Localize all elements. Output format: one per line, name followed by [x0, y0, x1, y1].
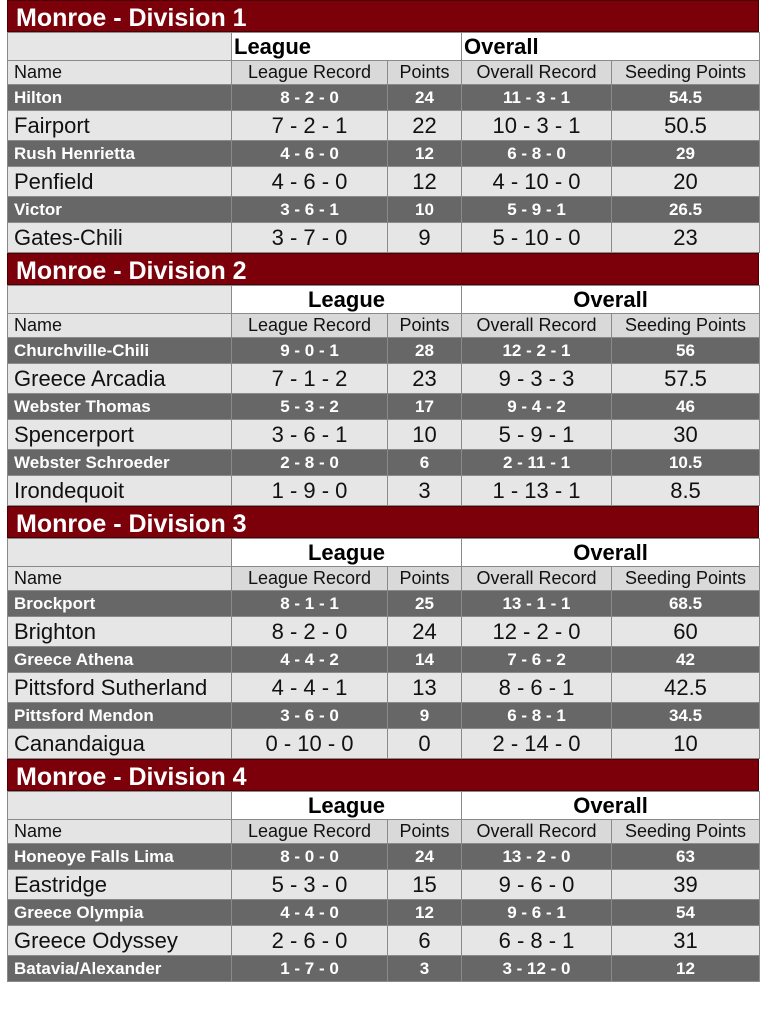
- team-row: [8, 167, 760, 197]
- league-record-cell: 1 - 9 - 0: [232, 476, 388, 506]
- standings-table: [7, 538, 760, 759]
- column-header-row: [8, 61, 760, 85]
- overall-record-cell: 13 - 1 - 1: [462, 591, 612, 617]
- league-record-cell: 8 - 0 - 0: [232, 844, 388, 870]
- seeding-points-cell: 10: [612, 729, 760, 759]
- seeding-points-cell: 39: [612, 870, 760, 900]
- team-name: Pittsford Sutherland: [8, 673, 232, 703]
- team-name: Greece Odyssey: [8, 926, 232, 956]
- overall-record-column-header: Overall Record: [462, 61, 612, 85]
- team-name: Eastridge: [8, 870, 232, 900]
- league-record-cell: 1 - 7 - 0: [232, 956, 388, 982]
- league-record-cell: 4 - 6 - 0: [232, 141, 388, 167]
- overall-record-column-header: Overall Record: [462, 567, 612, 591]
- league-group-header: League: [232, 33, 462, 61]
- group-blank-cell: [8, 33, 232, 61]
- overall-record-cell: 7 - 6 - 2: [462, 647, 612, 673]
- points-cell: 15: [388, 870, 462, 900]
- points-cell: 25: [388, 591, 462, 617]
- team-name: Gates-Chili: [8, 223, 232, 253]
- team-row: [8, 617, 760, 647]
- team-row: [8, 844, 760, 870]
- league-record-cell: 3 - 6 - 1: [232, 197, 388, 223]
- points-cell: 28: [388, 338, 462, 364]
- overall-record-cell: 2 - 14 - 0: [462, 729, 612, 759]
- seeding-points-column-header: Seeding Points: [612, 567, 760, 591]
- seeding-points-cell: 57.5: [612, 364, 760, 394]
- league-record-cell: 8 - 2 - 0: [232, 617, 388, 647]
- points-cell: 9: [388, 703, 462, 729]
- team-name: Webster Schroeder: [8, 450, 232, 476]
- league-group-header: League: [232, 286, 462, 314]
- team-row: [8, 394, 760, 420]
- team-row: [8, 729, 760, 759]
- seeding-points-column-header: Seeding Points: [612, 61, 760, 85]
- league-record-cell: 5 - 3 - 0: [232, 870, 388, 900]
- overall-group-header: Overall: [462, 539, 760, 567]
- column-header-row: [8, 567, 760, 591]
- points-cell: 24: [388, 85, 462, 111]
- overall-record-cell: 6 - 8 - 1: [462, 926, 612, 956]
- column-group-row: [8, 792, 760, 820]
- column-group-row: [8, 539, 760, 567]
- overall-record-cell: 8 - 6 - 1: [462, 673, 612, 703]
- team-row: [8, 364, 760, 394]
- overall-record-column-header: Overall Record: [462, 314, 612, 338]
- league-record-cell: 2 - 8 - 0: [232, 450, 388, 476]
- group-blank-cell: [8, 792, 232, 820]
- league-record-cell: 7 - 2 - 1: [232, 111, 388, 141]
- league-record-cell: 3 - 6 - 0: [232, 703, 388, 729]
- seeding-points-cell: 8.5: [612, 476, 760, 506]
- points-cell: 12: [388, 167, 462, 197]
- overall-record-cell: 2 - 11 - 1: [462, 450, 612, 476]
- seeding-points-cell: 30: [612, 420, 760, 450]
- team-name: Pittsford Mendon: [8, 703, 232, 729]
- team-row: [8, 703, 760, 729]
- seeding-points-cell: 29: [612, 141, 760, 167]
- name-column-header: Name: [8, 820, 232, 844]
- team-name: Greece Arcadia: [8, 364, 232, 394]
- points-column-header: Points: [388, 567, 462, 591]
- overall-record-cell: 11 - 3 - 1: [462, 85, 612, 111]
- division-section: [7, 253, 759, 506]
- seeding-points-cell: 12: [612, 956, 760, 982]
- team-row: [8, 223, 760, 253]
- overall-record-cell: 9 - 3 - 3: [462, 364, 612, 394]
- group-blank-cell: [8, 539, 232, 567]
- points-cell: 6: [388, 450, 462, 476]
- team-row: [8, 420, 760, 450]
- seeding-points-cell: 23: [612, 223, 760, 253]
- seeding-points-column-header: Seeding Points: [612, 820, 760, 844]
- team-name: Canandaigua: [8, 729, 232, 759]
- team-row: [8, 450, 760, 476]
- team-row: [8, 673, 760, 703]
- team-name: Hilton: [8, 85, 232, 111]
- league-record-cell: 5 - 3 - 2: [232, 394, 388, 420]
- team-name: Victor: [8, 197, 232, 223]
- overall-group-header: Overall: [462, 792, 760, 820]
- points-cell: 22: [388, 111, 462, 141]
- overall-record-cell: 9 - 6 - 1: [462, 900, 612, 926]
- overall-record-cell: 3 - 12 - 0: [462, 956, 612, 982]
- league-record-column-header: League Record: [232, 314, 388, 338]
- team-row: [8, 647, 760, 673]
- overall-group-header: Overall: [462, 33, 760, 61]
- seeding-points-cell: 63: [612, 844, 760, 870]
- team-row: [8, 900, 760, 926]
- points-cell: 9: [388, 223, 462, 253]
- team-name: Greece Olympia: [8, 900, 232, 926]
- team-name: Penfield: [8, 167, 232, 197]
- league-record-column-header: League Record: [232, 567, 388, 591]
- seeding-points-cell: 34.5: [612, 703, 760, 729]
- seeding-points-cell: 31: [612, 926, 760, 956]
- league-record-cell: 7 - 1 - 2: [232, 364, 388, 394]
- seeding-points-cell: 68.5: [612, 591, 760, 617]
- name-column-header: Name: [8, 314, 232, 338]
- points-cell: 3: [388, 956, 462, 982]
- team-name: Brockport: [8, 591, 232, 617]
- division-section: [7, 506, 759, 759]
- overall-group-header: Overall: [462, 286, 760, 314]
- team-name: Rush Henrietta: [8, 141, 232, 167]
- overall-record-cell: 6 - 8 - 1: [462, 703, 612, 729]
- team-row: [8, 591, 760, 617]
- division-title: Monroe - Division 4: [7, 759, 759, 791]
- team-name: Irondequoit: [8, 476, 232, 506]
- overall-record-cell: 1 - 13 - 1: [462, 476, 612, 506]
- points-cell: 3: [388, 476, 462, 506]
- name-column-header: Name: [8, 567, 232, 591]
- overall-record-cell: 5 - 9 - 1: [462, 197, 612, 223]
- overall-record-cell: 12 - 2 - 1: [462, 338, 612, 364]
- seeding-points-cell: 20: [612, 167, 760, 197]
- points-cell: 17: [388, 394, 462, 420]
- name-column-header: Name: [8, 61, 232, 85]
- points-column-header: Points: [388, 314, 462, 338]
- seeding-points-cell: 42: [612, 647, 760, 673]
- league-record-cell: 0 - 10 - 0: [232, 729, 388, 759]
- league-record-column-header: League Record: [232, 61, 388, 85]
- column-header-row: [8, 820, 760, 844]
- seeding-points-column-header: Seeding Points: [612, 314, 760, 338]
- overall-record-cell: 6 - 8 - 0: [462, 141, 612, 167]
- division-title: Monroe - Division 3: [7, 506, 759, 538]
- team-row: [8, 926, 760, 956]
- league-record-cell: 8 - 2 - 0: [232, 85, 388, 111]
- team-name: Honeoye Falls Lima: [8, 844, 232, 870]
- group-blank-cell: [8, 286, 232, 314]
- league-record-cell: 4 - 6 - 0: [232, 167, 388, 197]
- overall-record-cell: 5 - 9 - 1: [462, 420, 612, 450]
- team-name: Greece Athena: [8, 647, 232, 673]
- league-group-header: League: [232, 539, 462, 567]
- points-cell: 0: [388, 729, 462, 759]
- seeding-points-cell: 50.5: [612, 111, 760, 141]
- division-title: Monroe - Division 1: [7, 0, 759, 32]
- team-name: Churchville-Chili: [8, 338, 232, 364]
- league-record-cell: 4 - 4 - 0: [232, 900, 388, 926]
- points-cell: 14: [388, 647, 462, 673]
- points-cell: 24: [388, 844, 462, 870]
- standings-table: [7, 285, 760, 506]
- team-name: Brighton: [8, 617, 232, 647]
- team-row: [8, 141, 760, 167]
- league-record-cell: 3 - 7 - 0: [232, 223, 388, 253]
- points-cell: 13: [388, 673, 462, 703]
- seeding-points-cell: 42.5: [612, 673, 760, 703]
- league-record-cell: 8 - 1 - 1: [232, 591, 388, 617]
- overall-record-cell: 4 - 10 - 0: [462, 167, 612, 197]
- points-cell: 10: [388, 197, 462, 223]
- league-record-cell: 2 - 6 - 0: [232, 926, 388, 956]
- league-record-cell: 3 - 6 - 1: [232, 420, 388, 450]
- team-name: Batavia/Alexander: [8, 956, 232, 982]
- division-title: Monroe - Division 2: [7, 253, 759, 285]
- points-cell: 10: [388, 420, 462, 450]
- points-cell: 12: [388, 900, 462, 926]
- points-cell: 24: [388, 617, 462, 647]
- standings-table: [7, 791, 760, 982]
- league-record-cell: 4 - 4 - 1: [232, 673, 388, 703]
- seeding-points-cell: 54.5: [612, 85, 760, 111]
- team-row: [8, 85, 760, 111]
- division-section: [7, 0, 759, 253]
- seeding-points-cell: 10.5: [612, 450, 760, 476]
- seeding-points-cell: 26.5: [612, 197, 760, 223]
- seeding-points-cell: 54: [612, 900, 760, 926]
- overall-record-cell: 9 - 4 - 2: [462, 394, 612, 420]
- overall-record-cell: 12 - 2 - 0: [462, 617, 612, 647]
- league-record-cell: 9 - 0 - 1: [232, 338, 388, 364]
- team-row: [8, 111, 760, 141]
- points-cell: 23: [388, 364, 462, 394]
- overall-record-cell: 13 - 2 - 0: [462, 844, 612, 870]
- points-cell: 12: [388, 141, 462, 167]
- overall-record-column-header: Overall Record: [462, 820, 612, 844]
- standings-table: [7, 32, 760, 253]
- team-row: [8, 956, 760, 982]
- team-row: [8, 338, 760, 364]
- team-name: Spencerport: [8, 420, 232, 450]
- points-column-header: Points: [388, 61, 462, 85]
- column-group-row: [8, 33, 760, 61]
- team-name: Fairport: [8, 111, 232, 141]
- division-section: [7, 759, 759, 982]
- league-record-cell: 4 - 4 - 2: [232, 647, 388, 673]
- overall-record-cell: 9 - 6 - 0: [462, 870, 612, 900]
- team-name: Webster Thomas: [8, 394, 232, 420]
- league-record-column-header: League Record: [232, 820, 388, 844]
- team-row: [8, 197, 760, 223]
- overall-record-cell: 5 - 10 - 0: [462, 223, 612, 253]
- team-row: [8, 476, 760, 506]
- seeding-points-cell: 46: [612, 394, 760, 420]
- overall-record-cell: 10 - 3 - 1: [462, 111, 612, 141]
- league-group-header: League: [232, 792, 462, 820]
- column-group-row: [8, 286, 760, 314]
- column-header-row: [8, 314, 760, 338]
- team-row: [8, 870, 760, 900]
- points-cell: 6: [388, 926, 462, 956]
- points-column-header: Points: [388, 820, 462, 844]
- seeding-points-cell: 56: [612, 338, 760, 364]
- seeding-points-cell: 60: [612, 617, 760, 647]
